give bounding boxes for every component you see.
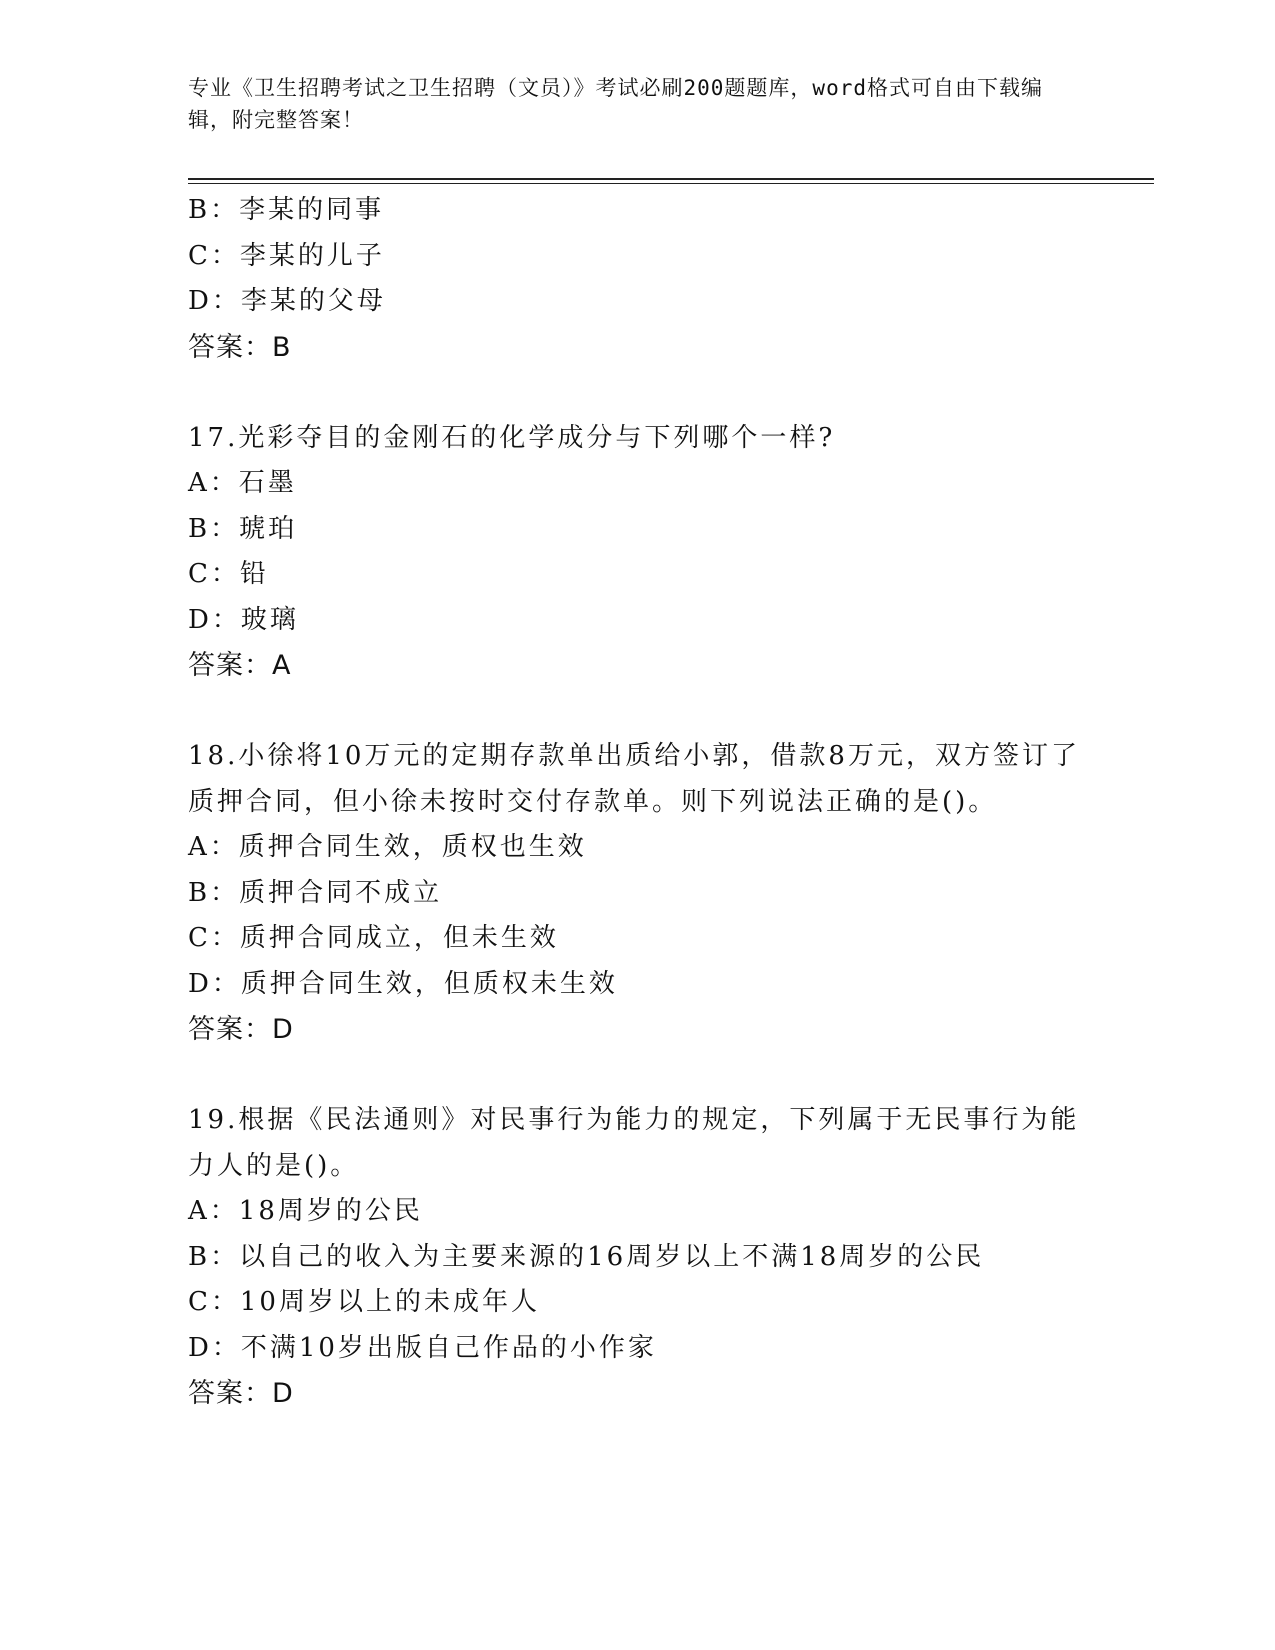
spacer — [188, 1053, 1088, 1099]
spacer — [188, 370, 1088, 416]
answer-line: 答案：D — [188, 1378, 294, 1409]
option-b: B：质押合同不成立 — [188, 877, 443, 908]
option-c: C：铅 — [188, 559, 269, 589]
option-c: C：10周岁以上的未成年人 — [188, 1287, 540, 1317]
option-b: B：琥珀 — [188, 513, 298, 544]
answer-line: 答案：D — [188, 1014, 294, 1045]
option-a: A：18周岁的公民 — [188, 1196, 423, 1226]
header-rule-thick — [188, 178, 1154, 180]
question-block-prev — [188, 188, 1088, 370]
header-rule-thin — [188, 183, 1154, 184]
question-block-17 — [188, 416, 1088, 689]
question-stem: 17.光彩夺目的金刚石的化学成分与下列哪个一样? — [188, 422, 836, 453]
question-block-18 — [188, 734, 1088, 1053]
option-c: C：李某的儿子 — [188, 240, 385, 271]
option-d: D：不满10岁出版自己作品的小作家 — [188, 1332, 657, 1363]
answer-line: 答案：B — [188, 331, 292, 363]
option-a: A：石墨 — [188, 468, 297, 498]
option-d: D：玻璃 — [188, 604, 299, 635]
option-d: D：质押合同生效，但质权未生效 — [188, 968, 618, 999]
option-d: D：李某的父母 — [188, 286, 386, 316]
option-b: B：以自己的收入为主要来源的16周岁以上不满18周岁的公民 — [188, 1241, 985, 1272]
question-stem: 18.小徐将10万元的定期存款单出质给小郭，借款8万元，双方签订了质押合同，但小徐未按时交付存款单。则下列说法正确的是()。 — [188, 741, 1080, 817]
option-c: C：质押合同成立，但未生效 — [188, 923, 559, 953]
question-list — [188, 188, 1088, 1417]
question-stem: 19.根据《民法通则》对民事行为能力的规定，下列属于无民事行为能力人的是()。 — [188, 1105, 1080, 1181]
question-block-19 — [188, 1098, 1088, 1417]
option-b: B：李某的同事 — [188, 195, 385, 225]
spacer — [188, 689, 1088, 735]
document-header: 专业《卫生招聘考试之卫生招聘（文员）》考试必刷200题题库，word格式可自由下载编辑，附完整答案！ — [188, 76, 1043, 132]
option-a: A：质押合同生效，质权也生效 — [188, 832, 587, 862]
answer-line: 答案：A — [188, 650, 292, 681]
